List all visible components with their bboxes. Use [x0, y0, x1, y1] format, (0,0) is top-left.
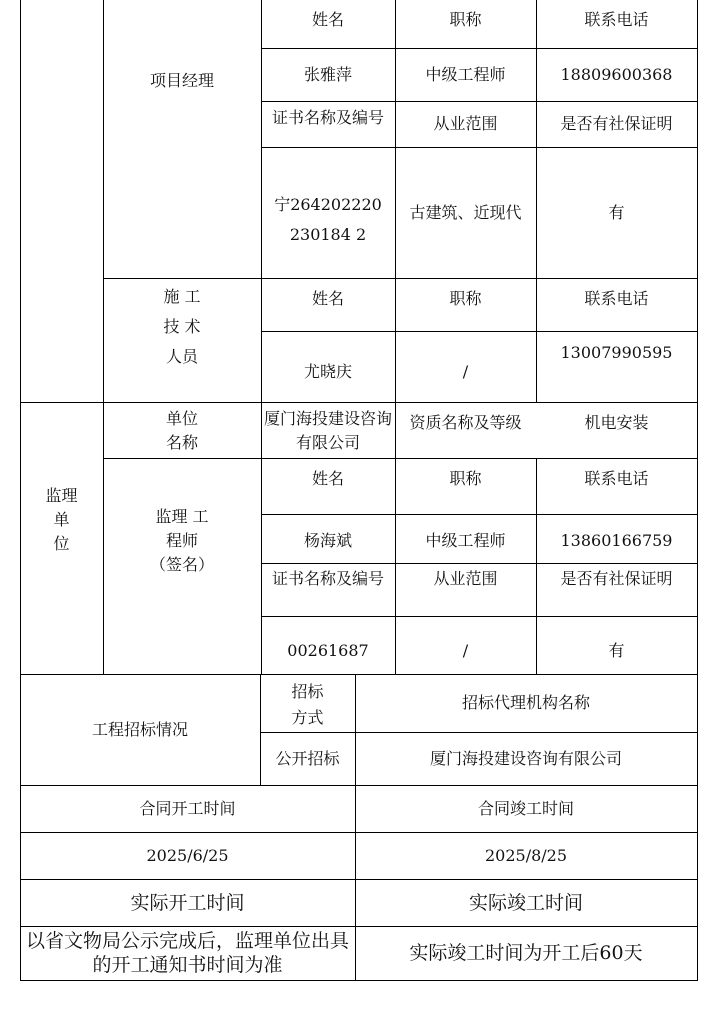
engineer-name: 杨海斌: [303, 531, 352, 550]
manager-title-header: 职称: [449, 10, 482, 29]
manager-scope-header: 从业范围: [433, 114, 498, 133]
tech-phone: 13007990595: [560, 343, 673, 362]
contract-end-label: 合同竣工时间: [477, 798, 574, 818]
actual-start-label: 实际开工时间: [130, 891, 245, 914]
contract-start-date: 2025/6/25: [146, 845, 229, 865]
grid-line: [261, 514, 698, 515]
engineer-name-header: 姓名: [311, 469, 344, 488]
tech-title: /: [462, 362, 469, 381]
grid-line: [261, 616, 698, 617]
bidding-method-label-line: 招标: [291, 682, 324, 701]
actual-end-note: 实际竣工时间为开工后60天: [409, 942, 643, 964]
manager-name-header: 姓名: [311, 10, 344, 29]
contract-end-date: 2025/8/25: [484, 845, 568, 865]
grid-line: [261, 331, 698, 332]
project-manager-label: 项目经理: [149, 71, 214, 90]
supervision-unit-label-line: 位: [53, 534, 70, 553]
bidding-label: 工程招标情况: [91, 719, 188, 739]
engineer-title: 中级工程师: [425, 531, 506, 550]
tech-name-header: 姓名: [311, 289, 344, 308]
unit-name-label-line: 单位: [165, 409, 198, 428]
engineer-cert-value: 00261687: [287, 641, 369, 660]
supervision-engineer-label-line: 程师: [165, 531, 198, 550]
contract-start-label: 合同开工时间: [139, 798, 236, 818]
engineer-cert-header: 证书名称及编号: [271, 569, 384, 588]
bidding-agency-label: 招标代理机构名称: [461, 693, 590, 712]
tech-title-header: 职称: [449, 289, 482, 308]
engineer-insurance-header: 是否有社保证明: [560, 569, 673, 588]
manager-name: 张雅萍: [303, 64, 352, 84]
tech-name: 尤晓庆: [303, 362, 352, 381]
manager-title: 中级工程师: [425, 64, 506, 84]
unit-name-label: [103, 404, 261, 458]
manager-phone-header: 联系电话: [584, 10, 649, 29]
engineer-insurance-value: 有: [608, 641, 625, 660]
manager-phone: 18809600368: [560, 64, 673, 84]
manager-cert-header: 证书名称及编号: [271, 108, 384, 127]
tech-staff-label-line: 施 工: [163, 287, 201, 306]
tech-staff-label-line: 技 术: [163, 317, 201, 336]
actual-end-label: 实际竣工时间: [468, 891, 583, 914]
actual-start-note: 以省文物局公示完成后，监理单位出具的开工通知书时间为准: [25, 930, 349, 976]
grid-line: [20, 980, 698, 981]
supervision-unit-label: [20, 470, 103, 570]
engineer-phone-header: 联系电话: [584, 469, 649, 488]
bidding-method-label-line: 方式: [291, 708, 324, 727]
supervision-unit-label-line: 监理: [45, 486, 78, 505]
manager-insurance-header: 是否有社保证明: [560, 114, 673, 133]
supervision-unit-label-line: 单: [53, 510, 70, 529]
engineer-scope-header: 从业范围: [433, 569, 498, 588]
supervision-engineer-label: [103, 505, 261, 577]
manager-scope-value: 古建筑、近现代: [409, 202, 522, 222]
engineer-phone: 13860166759: [560, 531, 673, 550]
unit-name-label-line: 名称: [165, 433, 198, 452]
manager-cert-value: 宁264202220230184 2: [274, 195, 382, 244]
qualification-label: 资质名称及等级: [409, 413, 522, 432]
tech-staff-label-line: 人员: [165, 347, 198, 366]
engineer-scope-value: /: [462, 641, 469, 660]
tech-staff-label: [103, 282, 261, 372]
engineer-title-header: 职称: [449, 469, 482, 488]
manager-insurance-value: 有: [608, 202, 625, 222]
bidding-method-value: 公开招标: [275, 748, 340, 768]
tech-phone-header: 联系电话: [584, 289, 649, 308]
qualification-value: 机电安装: [584, 413, 649, 432]
supervision-company: 厦门海投建设咨询有限公司: [264, 409, 393, 452]
bidding-method-label: [260, 678, 355, 732]
bidding-agency-value: 厦门海投建设咨询有限公司: [429, 748, 622, 768]
supervision-engineer-label-line: （签名）: [149, 555, 214, 574]
supervision-engineer-label-line: 监理 工: [155, 507, 209, 526]
